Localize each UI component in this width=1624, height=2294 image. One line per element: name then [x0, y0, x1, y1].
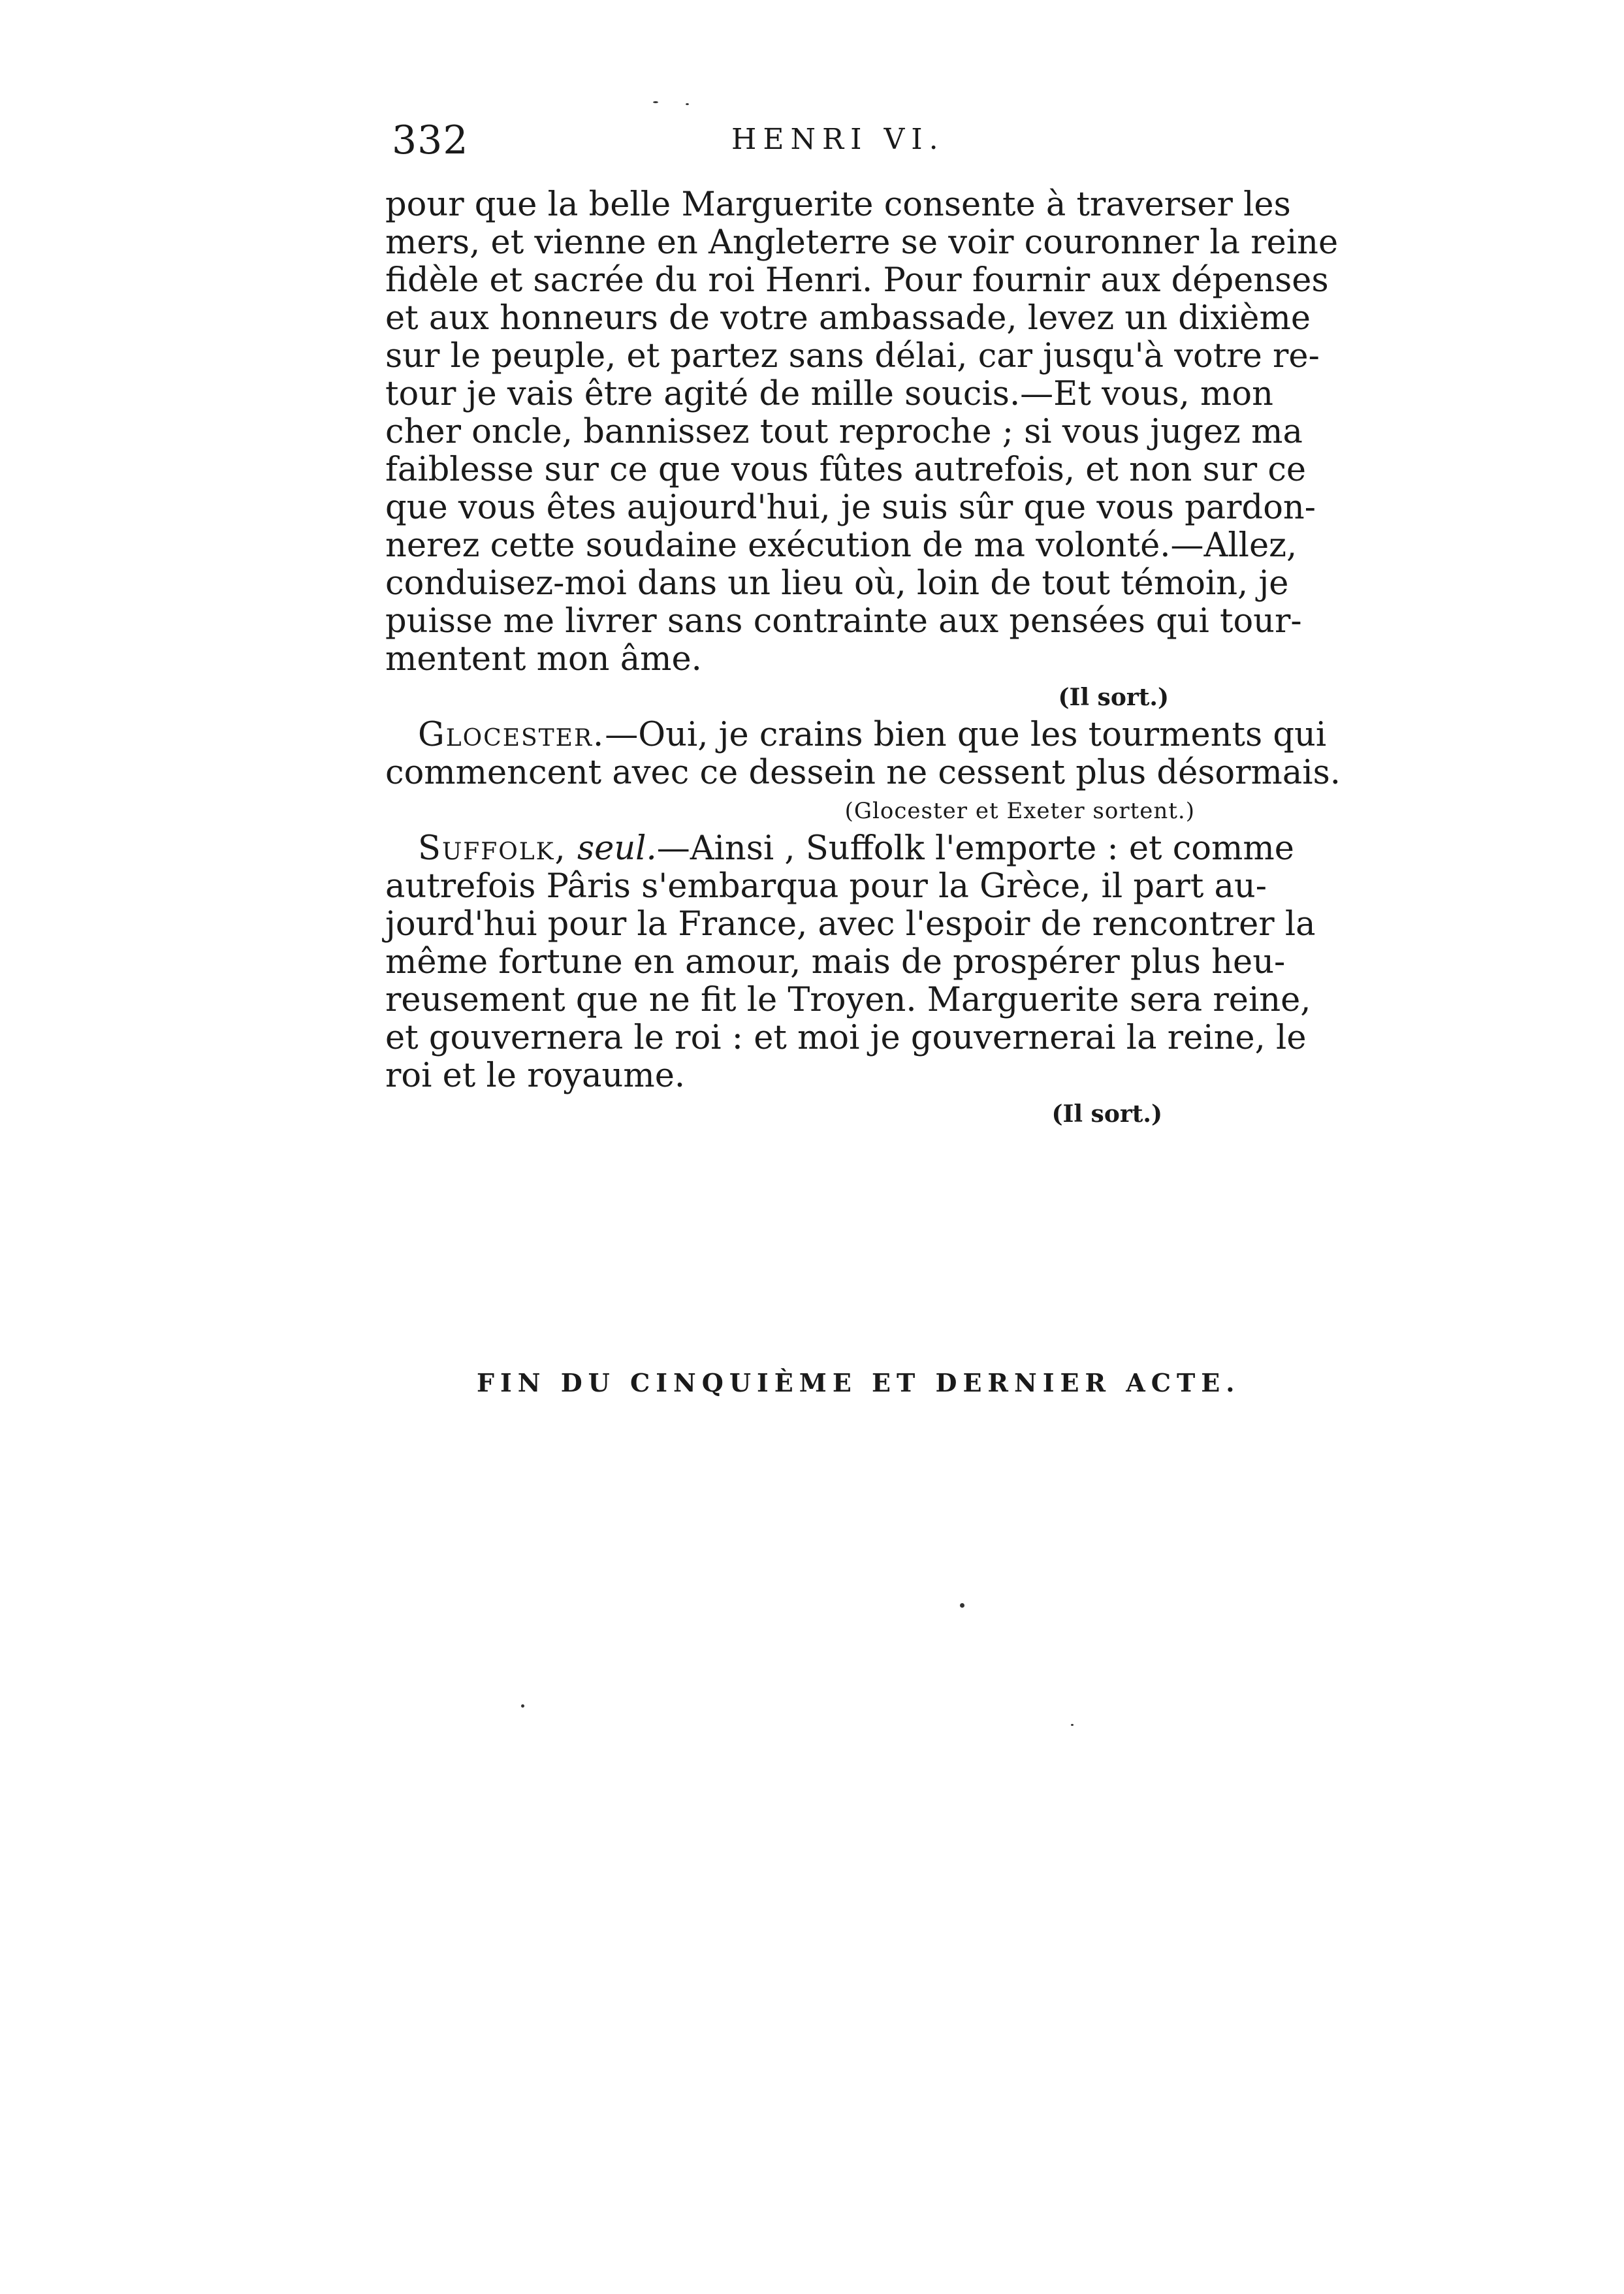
print-speck	[960, 1603, 964, 1608]
speech-line: autrefois Pâris s'embarqua pour la Grèce, il part au-	[385, 867, 1267, 906]
text-line: mers, et vienne en Angleterre se voir couronner la reine	[385, 223, 1339, 262]
text-line: puisse me livrer sans contrainte aux pensées qui tour-	[385, 602, 1302, 641]
page-header	[392, 118, 1241, 176]
speech-text: —Ainsi , Suffolk l'emporte : et comme	[656, 829, 1294, 868]
stage-direction: (Glocester et Exeter sortent.)	[844, 798, 1195, 824]
speech-text: —Oui, je crains bien que les tourments qui	[605, 716, 1327, 754]
text-line: fidèle et sacrée du roi Henri. Pour fournir aux dépenses	[385, 261, 1329, 300]
speaker-name: Glocester.	[418, 716, 605, 754]
speech-line: roi et le royaume.	[385, 1057, 686, 1095]
text-line: mentent mon âme.	[385, 640, 702, 678]
running-title: HENRI VI.	[731, 123, 945, 156]
print-speck	[521, 1704, 524, 1708]
speaker-name: Suffolk,	[418, 829, 567, 868]
speech-line: reusement que ne fit le Troyen. Marguerite sera reine,	[385, 981, 1311, 1019]
speech-line: commencent avec ce dessein ne cessent plus désormais.	[385, 754, 1341, 792]
print-speck	[1071, 1724, 1074, 1726]
text-line: faiblesse sur ce que vous fûtes autrefois, et non sur ce	[385, 451, 1307, 489]
stage-direction: (Il sort.)	[1051, 1100, 1162, 1128]
text-line: nerez cette soudaine exécution de ma volonté.—Allez,	[385, 526, 1298, 565]
text-line: que vous êtes aujourd'hui, je suis sûr que vous pardon-	[385, 488, 1316, 527]
text-block	[385, 185, 1341, 1133]
speech-line	[385, 716, 1327, 754]
stage-direction: (Il sort.)	[1058, 684, 1169, 711]
text-line: cher oncle, bannissez tout reproche ; si vous jugez ma	[385, 413, 1303, 451]
text-line: pour que la belle Marguerite consente à traverser les	[385, 185, 1291, 224]
text-line: sur le peuple, et partez sans délai, car jusqu'à votre re-	[385, 337, 1320, 375]
speech-line: et gouvernera le roi : et moi je gouvernerai la reine, le	[385, 1019, 1307, 1057]
speech-line: jourd'hui pour la France, avec l'espoir de rencontrer la	[385, 905, 1316, 944]
speech-line	[385, 829, 1294, 868]
speaker-aside: seul.	[577, 829, 657, 868]
text-line: tour je vais être agité de mille soucis.—Et vous, mon	[385, 375, 1273, 413]
text-line: et aux honneurs de votre ambassade, levez un dixième	[385, 299, 1311, 338]
page-number: 332	[392, 118, 469, 163]
speech-line: même fortune en amour, mais de prospérer plus heu-	[385, 943, 1286, 981]
text-line: conduisez-moi dans un lieu où, loin de tout témoin, je	[385, 564, 1289, 603]
print-speck	[686, 103, 689, 105]
act-end-note: FIN DU CINQUIÈME ET DERNIER ACTE.	[477, 1368, 1241, 1397]
print-speck	[653, 101, 658, 103]
